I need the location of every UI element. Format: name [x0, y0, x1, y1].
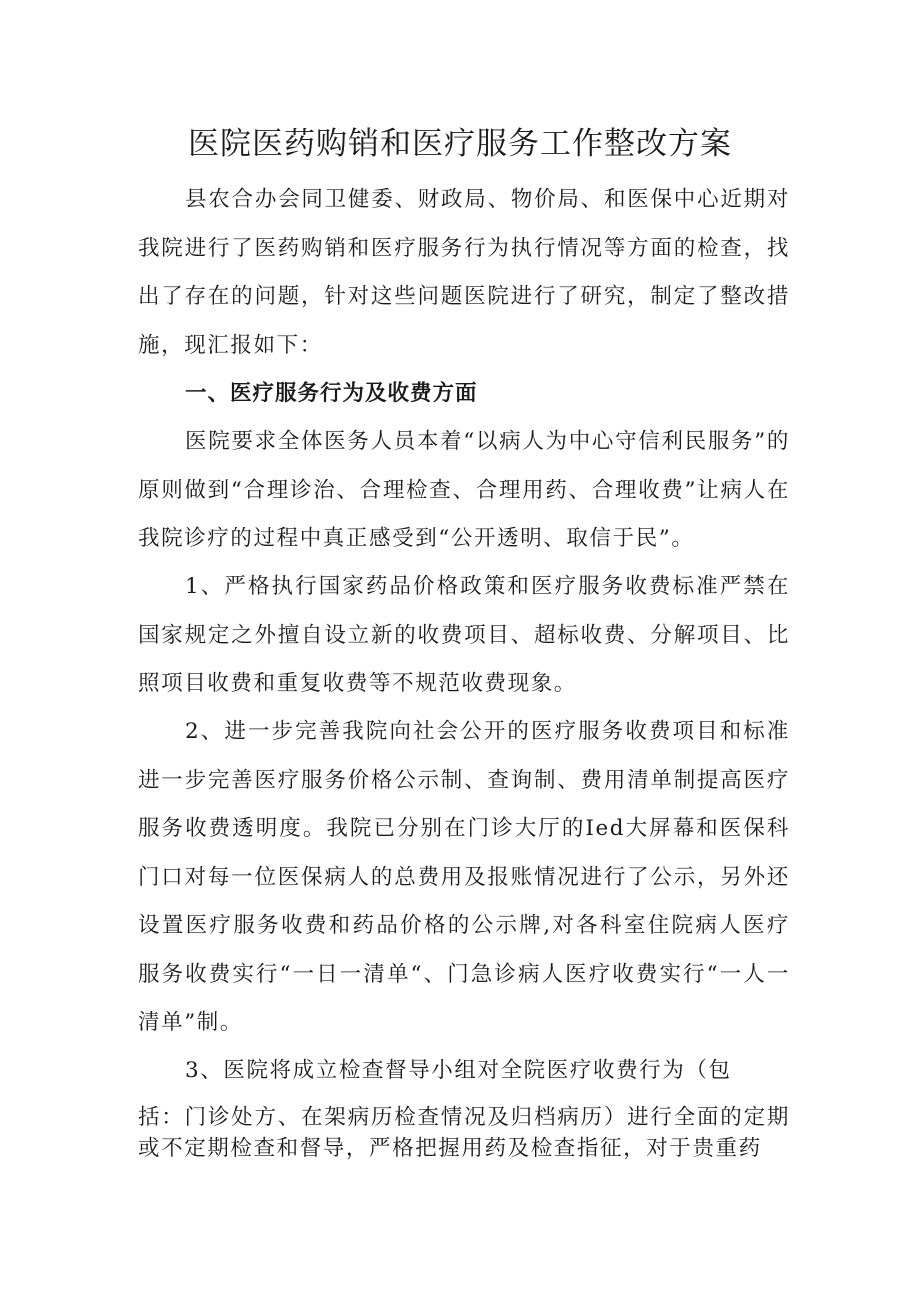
- item-3-paragraph-continued: 括：门诊处方、在架病历检查情况及归档病历）进行全面的定期或不定期检查和督导，严格把握用药及检查指征，对于贵重药: [138, 1105, 790, 1161]
- item-2-paragraph: 2、进一步完善我院向社会公开的医疗服务收费项目和标准进一步完善医疗服务价格公示制、查询制、费用清单制提高医疗服务收费透明度。我院已分别在门诊大厅的Ied大屏幕和医保科门口对每一位医保病人的总费用及报账情况进行了公示，另外还设置医疗服务收费和药品价格的公示牌,对各科室住院病人医疗服务收费实行“一日一清单“、门急诊病人医疗收费实行“一人一清单”制。: [138, 719, 790, 1035]
- section-heading-1: 一、医疗服务行为及收费方面: [185, 381, 478, 406]
- item-3-paragraph-start: 3、医院将成立检查督导小组对全院医疗收费行为（包: [185, 1058, 732, 1083]
- item-1-paragraph: 1、严格执行国家药品价格政策和医疗服务收费标准严禁在国家规定之外擅自设立新的收费项目、超标收费、分解项目、比照项目收费和重复收费等不规范收费现象。: [138, 574, 790, 696]
- document-title: 医院医药购销和医疗服务工作整改方案: [188, 126, 732, 162]
- intro-paragraph: 县农合办会同卫健委、财政局、物价局、和医保中心近期对我院进行了医药购销和医疗服务行为执行情况等方面的检查，找出了存在的问题，针对这些问题医院进行了研究，制定了整改措施，现汇报如下：: [138, 187, 790, 358]
- section-1-paragraph: 医院要求全体医务人员本着“以病人为中心守信利民服务”的原则做到“合理诊治、合理检查、合理用药、合理收费”让病人在我院诊疗的过程中真正感受到“公开透明、取信于民”。: [138, 429, 790, 551]
